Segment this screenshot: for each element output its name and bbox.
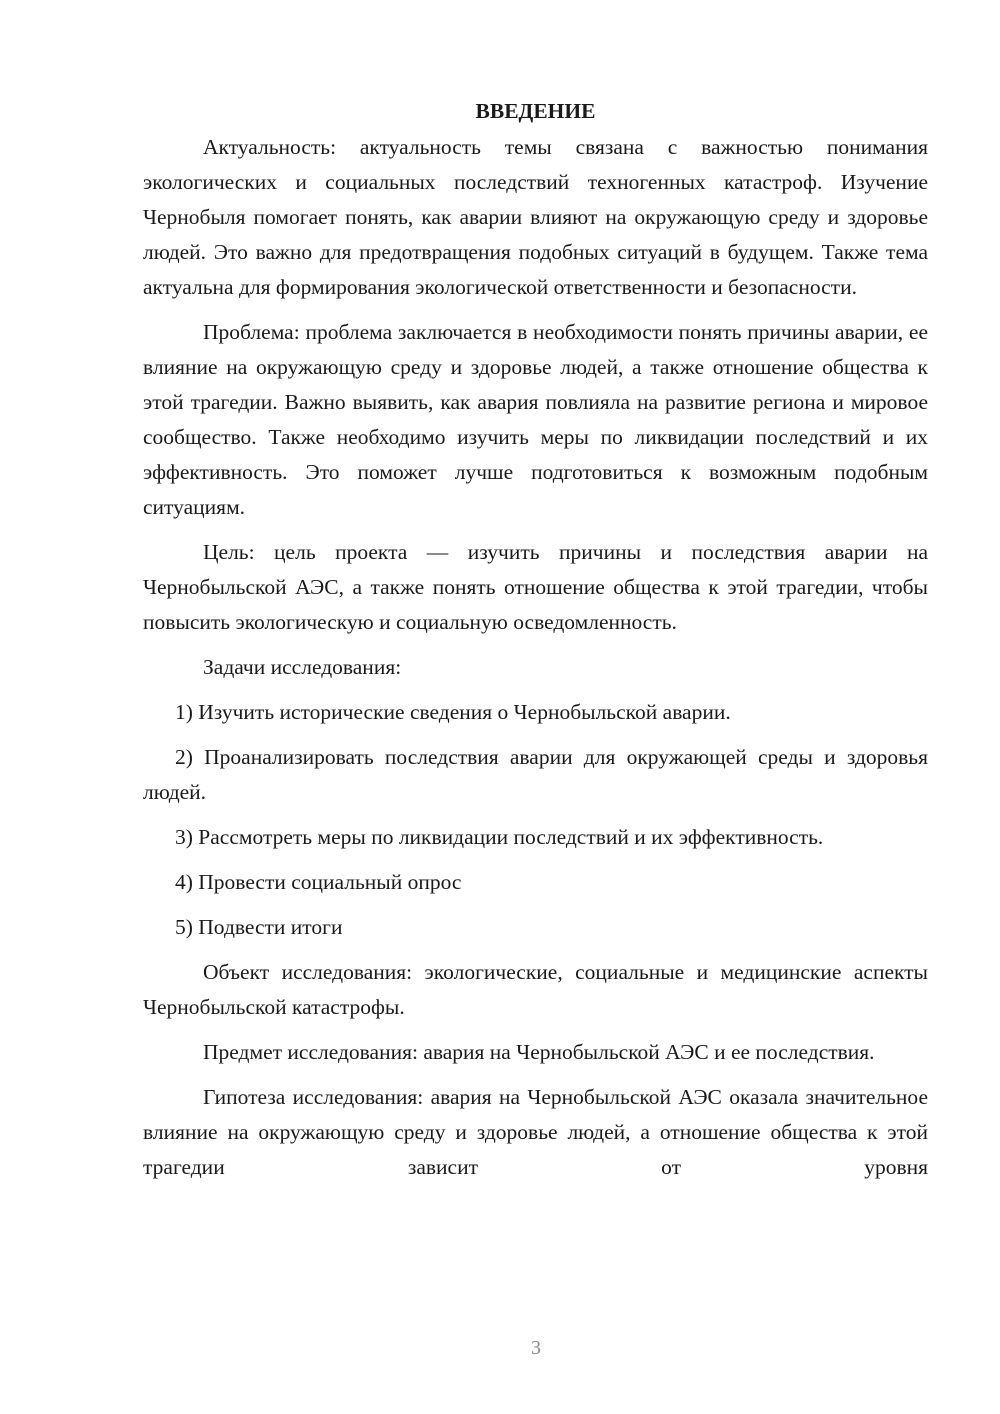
relevance-paragraph: Актуальность: актуальность темы связана с важностью понимания экологических и социальных последствий техногенных катастроф. Изучение Чернобыля помогает понять, как аварии влияют на окружающую среду и здоровье людей. Это важно для предотвращения подобных ситуаций в будущем. Также тема актуальна для формирования экологической ответственности и безопасности. — [143, 135, 928, 299]
object-paragraph: Объект исследования: экологические, социальные и медицинские аспекты Чернобыльской катастрофы. — [143, 960, 928, 1019]
problem-paragraph: Проблема: проблема заключается в необходимости понять причины аварии, ее влияние на окружающую среду и здоровье людей, а также отношение общества к этой трагедии. Важно выявить, как авария повлияла на развитие региона и мировое сообщество. Также необходимо изучить меры по ликвидации последствий и их эффективность. Это поможет лучше подготовиться к возможным подобным ситуациям. — [143, 320, 928, 519]
page-content — [143, 94, 928, 1185]
task-item: 1) Изучить исторические сведения о Чернобыльской аварии. — [175, 700, 731, 724]
task-item: 4) Провести социальный опрос — [175, 870, 462, 894]
hypothesis-paragraph: Гипотеза исследования: авария на Чернобыльской АЭС оказала значительное влияние на окружающую среду и здоровье людей, а отношение общества к этой трагедии зависит от уровня — [143, 1085, 928, 1179]
subject-paragraph: Предмет исследования: авария на Чернобыльской АЭС и ее последствия. — [203, 1040, 875, 1064]
task-item: 3) Рассмотреть меры по ликвидации последствий и их эффективность. — [175, 825, 824, 849]
task-item: 2) Проанализировать последствия аварии для окружающей среды и здоровья людей. — [143, 745, 928, 804]
section-title: ВВЕДЕНИЕ — [475, 99, 596, 123]
task-item: 5) Подвести итоги — [175, 915, 343, 939]
tasks-heading: Задачи исследования: — [203, 655, 402, 679]
page-number: 3 — [531, 1337, 541, 1359]
goal-paragraph: Цель: цель проекта — изучить причины и последствия аварии на Чернобыльской АЭС, а также понять отношение общества к этой трагедии, чтобы повысить экологическую и социальную осведомленность. — [143, 540, 928, 634]
